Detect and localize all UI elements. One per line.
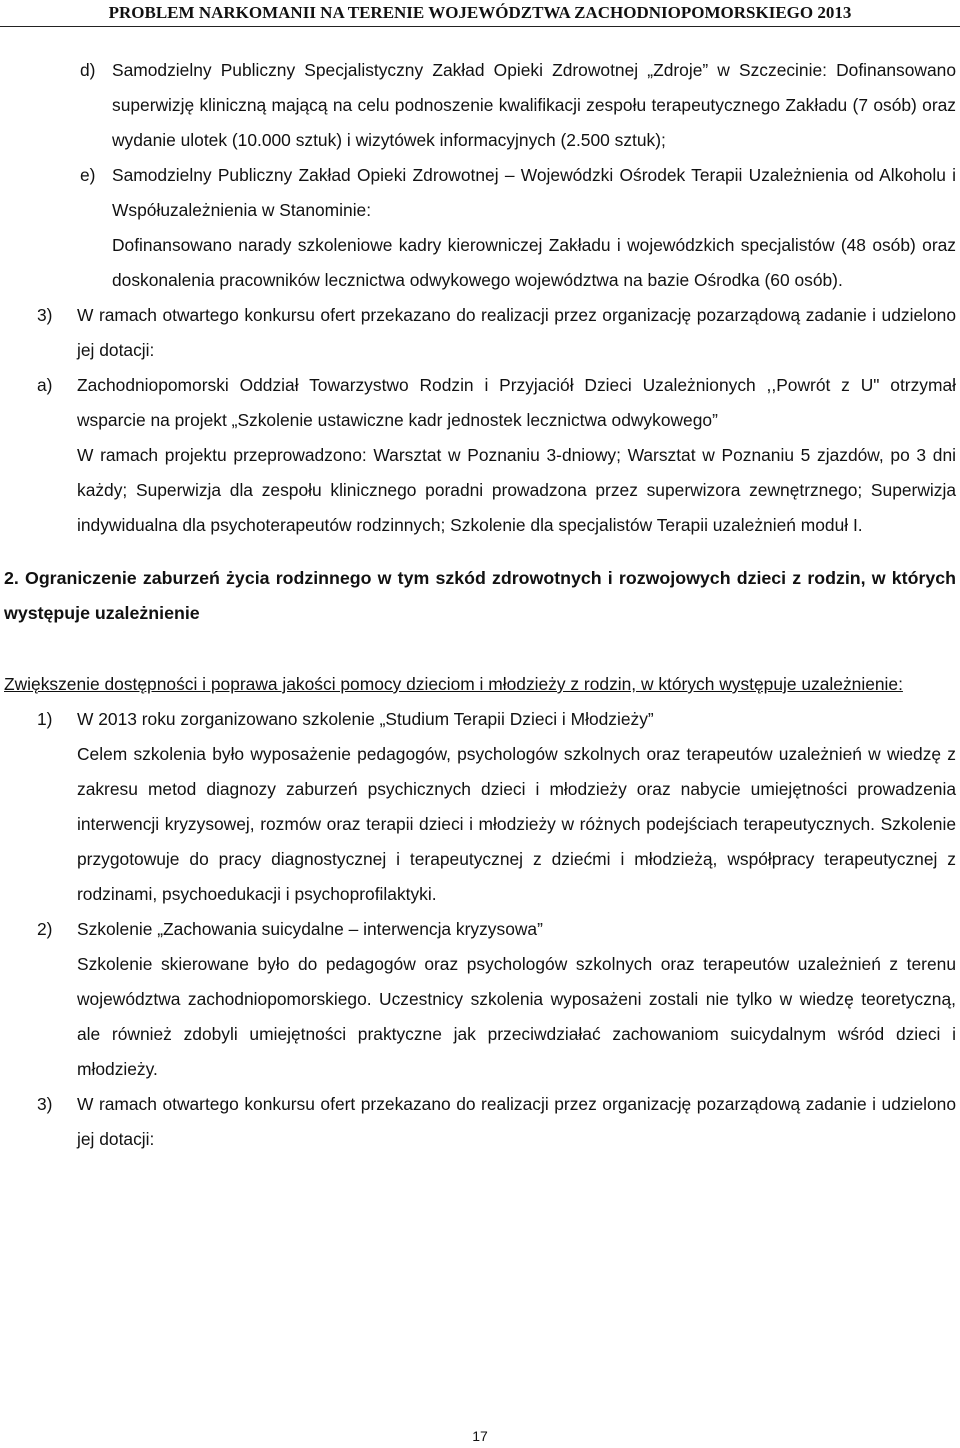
list-item-3 <box>0 1087 960 1157</box>
list-item-detail: Celem szkolenia było wyposażenie pedagogów, psychologów szkolnych oraz terapeutów uzależnień w wiedzę z zakresu metod diagnozy zaburzeń psychicznych dzieci i młodzieży oraz nabycie umiejętności prowadzenia interwencji kryzysowej, rozmów oraz terapii dzieci i młodzieży w różnych podejściach terapeutycznych. Szkolenie przygotowuje do pracy diagnostycznej i terapeutycznej z dziećmi i młodzieżą, współpracy terapeutycznej z rodzinami, psychoedukacji i psychoprofilaktyki. <box>77 744 956 904</box>
section-heading: 2. Ograniczenie zaburzeń życia rodzinnego w tym szkód zdrowotnych i rozwojowych dzieci z rodzin, w których występuje uzależnienie <box>4 568 956 623</box>
list-marker: d) <box>80 60 96 80</box>
list-item-text: W 2013 roku zorganizowano szkolenie „Studium Terapii Dzieci i Młodzieży” <box>77 709 654 729</box>
list-marker: a) <box>37 375 53 395</box>
section-subheading: Zwiększenie dostępności i poprawa jakości pomocy dzieciom i młodzieży z rodzin, w których występuje uzależnienie: <box>4 674 903 694</box>
list-item-text: W ramach otwartego konkursu ofert przekazano do realizacji przez organizację pozarządową zadanie i udzielono jej dotacji: <box>77 1094 956 1149</box>
list-item-text: Szkolenie „Zachowania suicydalne ‒ interwencja kryzysowa” <box>77 919 543 939</box>
header-divider <box>0 26 960 27</box>
list-item-1 <box>0 702 960 737</box>
list-item-detail: Dofinansowano narady szkoleniowe kadry kierowniczej Zakładu i wojewódzkich specjalistów (48 osób) oraz doskonalenia pracowników lecznictwa odwykowego województwa na bazie Ośrodka (60 osób). <box>112 235 956 290</box>
page-number: 17 <box>472 1428 488 1444</box>
list-item-text: Zachodniopomorski Oddział Towarzystwo Rodzin i Przyjaciół Dzieci Uzależnionych ,,Powrót z U" otrzymał wsparcie na projekt „Szkolenie ustawiczne kadr jednostek lecznictwa odwykowego” <box>77 375 956 430</box>
list-item-text: Samodzielny Publiczny Specjalistyczny Zakład Opieki Zdrowotnej „Zdroje” w Szczecinie: Dofinansowano superwizję kliniczną mającą na celu podnoszenie kwalifikacji zespołu terapeutycznego Zakładu (7 osób) oraz wydanie ulotek (10.000 sztuk) i wizytówek informacyjnych (2.500 sztuk); <box>112 60 956 150</box>
list-marker: 2) <box>37 919 53 939</box>
list-item-detail: W ramach projektu przeprowadzono: Warsztat w Poznaniu 3-dniowy; Warsztat w Poznaniu 5 zjazdów, po 3 dni każdy; Superwizja dla zespołu klinicznego poradni prowadzona przez superwizora zewnętrznego; Superwizja indywidualna dla psychoterapeutów rodzinnych; Szkolenie dla specjalistów Terapii uzależnień moduł I. <box>77 445 956 535</box>
section2-list <box>0 702 960 1157</box>
list-item-detail: Szkolenie skierowane było do pedagogów oraz psychologów szkolnych oraz terapeutów uzależnień z terenu województwa zachodniopomorskiego. Uczestnicy szkolenia wyposażeni zostali nie tylko w wiedzę teoretyczną, ale również zdobyli umiejętności praktyczne jak przeciwdziałać zachowaniom suicydalnym wśród dzieci i młodzieży. <box>77 954 956 1079</box>
list-marker: e) <box>80 165 96 185</box>
section1-list <box>0 53 960 543</box>
list-marker: 3) <box>37 1094 53 1114</box>
list-item-text: W ramach otwartego konkursu ofert przekazano do realizacji przez organizację pozarządową zadanie i udzielono jej dotacji: <box>77 305 956 360</box>
list-item-e <box>0 158 960 228</box>
list-item-d <box>0 53 960 158</box>
document-body <box>0 53 960 1157</box>
list-item-2 <box>0 912 960 947</box>
page-header: PROBLEM NARKOMANII NA TERENIE WOJEWÓDZTWA ZACHODNIOPOMORSKIEGO 2013 <box>108 3 852 22</box>
list-marker: 3) <box>37 305 53 325</box>
list-item-3 <box>0 298 960 368</box>
list-item-3a <box>0 368 960 438</box>
list-marker: 1) <box>37 709 53 729</box>
list-item-text: Samodzielny Publiczny Zakład Opieki Zdrowotnej ‒ Wojewódzki Ośrodek Terapii Uzależnienia od Alkoholu i Współuzależnienia w Stanominie: <box>112 165 956 220</box>
